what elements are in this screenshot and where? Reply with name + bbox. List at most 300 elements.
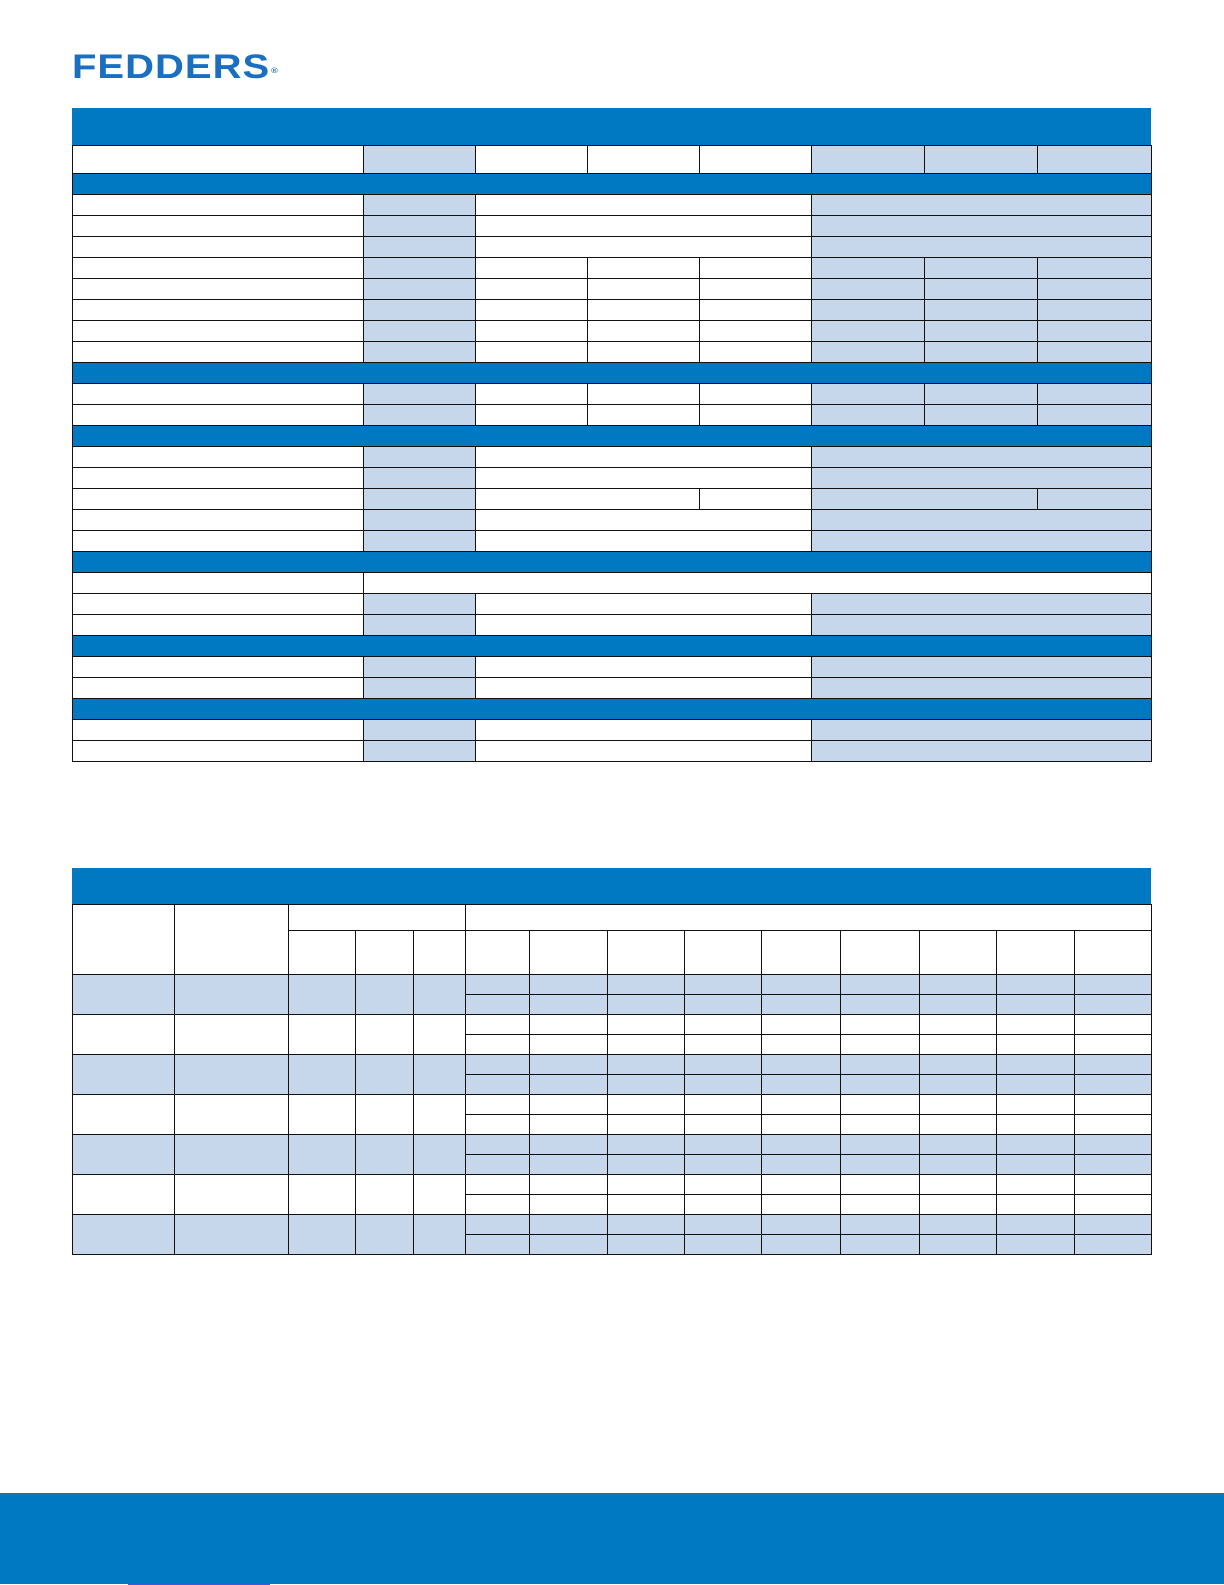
- table-cell: [841, 1155, 920, 1175]
- table-cell: [364, 321, 476, 342]
- table-cell: [920, 1155, 997, 1175]
- table-cell: [925, 321, 1038, 342]
- spec-section-header: [73, 174, 1152, 195]
- table-cell: [414, 1055, 466, 1095]
- table-cell: [997, 1135, 1075, 1155]
- table-cell: [476, 531, 812, 552]
- table-cell: [175, 1175, 289, 1215]
- table-cell: [364, 405, 476, 426]
- table-cell: [530, 1135, 608, 1155]
- table-cell: [1075, 1195, 1152, 1215]
- table-cell: [73, 636, 1152, 657]
- table-cell: [1075, 995, 1152, 1015]
- spec-section-header: [73, 552, 1152, 573]
- table-cell: [73, 279, 364, 300]
- table-cell: [73, 146, 364, 174]
- table-cell: [1038, 405, 1152, 426]
- table-cell: [700, 146, 812, 174]
- table-cell: [700, 384, 812, 405]
- table-cell: [841, 1235, 920, 1255]
- table-cell: [920, 1175, 997, 1195]
- table-cell: [685, 1135, 762, 1155]
- table-cell: [812, 321, 925, 342]
- table-cell: [1075, 1015, 1152, 1035]
- table-cell: [73, 552, 1152, 573]
- table-cell: [685, 1075, 762, 1095]
- table-cell: [73, 174, 1152, 195]
- table-cell: [925, 405, 1038, 426]
- table-cell: [476, 195, 812, 216]
- table-cell: [997, 995, 1075, 1015]
- table-cell: [356, 1215, 414, 1255]
- table-cell: [608, 975, 685, 995]
- table-cell: [73, 195, 364, 216]
- table-cell: [73, 468, 364, 489]
- table-cell: [356, 1095, 414, 1135]
- table-cell: [685, 1235, 762, 1255]
- table-cell: [530, 1235, 608, 1255]
- table-cell: [476, 510, 812, 531]
- spec-row: [73, 321, 1152, 342]
- table-cell: [700, 405, 812, 426]
- table-cell: [685, 1195, 762, 1215]
- spec-row: [73, 237, 1152, 258]
- table-cell: [476, 594, 812, 615]
- table-cell: [920, 1055, 997, 1075]
- table-cell: [364, 342, 476, 363]
- table-cell: [1075, 931, 1152, 975]
- table-cell: [175, 1215, 289, 1255]
- table-cell: [73, 258, 364, 279]
- table-cell: [841, 1055, 920, 1075]
- table-cell: [356, 1135, 414, 1175]
- table-cell: [841, 931, 920, 975]
- spec-row: [73, 720, 1152, 741]
- table-cell: [73, 1215, 175, 1255]
- table-cell: [588, 342, 700, 363]
- table-cell: [588, 258, 700, 279]
- table-cell: [841, 975, 920, 995]
- table-cell: [588, 405, 700, 426]
- table-cell: [466, 995, 530, 1015]
- table-cell: [700, 321, 812, 342]
- table-cell: [608, 931, 685, 975]
- spec-row: [73, 258, 1152, 279]
- table-cell: [925, 279, 1038, 300]
- table-cell: [364, 657, 476, 678]
- table-cell: [762, 1155, 841, 1175]
- table-cell: [414, 931, 466, 975]
- table-cell: [73, 905, 175, 975]
- table-cell: [762, 1215, 841, 1235]
- table-cell: [73, 321, 364, 342]
- spec-row: [73, 216, 1152, 237]
- table-cell: [762, 1055, 841, 1075]
- table-cell: [685, 1215, 762, 1235]
- table-cell: [997, 1215, 1075, 1235]
- table-cell: [73, 384, 364, 405]
- table-cell: [1075, 1235, 1152, 1255]
- table-cell: [364, 489, 476, 510]
- table-cell: [476, 468, 812, 489]
- spec-row: [73, 342, 1152, 363]
- table-cell: [364, 678, 476, 699]
- table-cell: [762, 975, 841, 995]
- table-cell: [762, 1015, 841, 1035]
- table-cell: [289, 975, 356, 1015]
- table-cell: [476, 216, 812, 237]
- table-cell: [476, 342, 588, 363]
- table-cell: [289, 1215, 356, 1255]
- spec-row: [73, 573, 1152, 594]
- table-cell: [175, 1015, 289, 1055]
- table-cell: [73, 447, 364, 468]
- table-cell: [997, 1115, 1075, 1135]
- table-cell: [925, 300, 1038, 321]
- table-cell: [812, 237, 1152, 258]
- table-cell: [1038, 300, 1152, 321]
- table-cell: [175, 975, 289, 1015]
- table-cell: [1038, 321, 1152, 342]
- table-cell: [175, 1055, 289, 1095]
- table-cell: [997, 1055, 1075, 1075]
- table-cell: [812, 531, 1152, 552]
- table-cell: [762, 931, 841, 975]
- spec-row: [73, 300, 1152, 321]
- spec-row: [73, 741, 1152, 762]
- table-cell: [364, 146, 476, 174]
- table-cell: [530, 975, 608, 995]
- table-cell: [73, 1055, 175, 1095]
- table-cell: [530, 1055, 608, 1075]
- table-cell: [608, 1035, 685, 1055]
- table-cell: [73, 216, 364, 237]
- table-cell: [1038, 146, 1152, 174]
- table-cell: [997, 1195, 1075, 1215]
- table-cell: [73, 363, 1152, 384]
- table-cell: [414, 1015, 466, 1055]
- table-cell: [812, 216, 1152, 237]
- table-cell: [73, 510, 364, 531]
- table-cell: [414, 975, 466, 1015]
- table-cell: [812, 594, 1152, 615]
- table-cell: [920, 1075, 997, 1095]
- table-cell: [608, 1195, 685, 1215]
- table-cell: [476, 258, 588, 279]
- fedders-logo: FEDDERS®: [72, 48, 279, 86]
- table-cell: [414, 1215, 466, 1255]
- table-cell: [762, 1075, 841, 1095]
- table-cell: [925, 258, 1038, 279]
- table-cell: [920, 975, 997, 995]
- table-cell: [466, 1195, 530, 1215]
- spec-row: [73, 489, 1152, 510]
- table-cell: [73, 342, 364, 363]
- spec-row: [73, 468, 1152, 489]
- table-cell: [364, 573, 1152, 594]
- table-cell: [73, 720, 364, 741]
- spec-row: [73, 594, 1152, 615]
- table-cell: [812, 279, 925, 300]
- table-cell: [812, 258, 925, 279]
- table-cell: [762, 1135, 841, 1155]
- table-cell: [364, 447, 476, 468]
- table-cell: [414, 1095, 466, 1135]
- table-cell: [364, 216, 476, 237]
- table-cell: [1075, 1175, 1152, 1195]
- table-cell: [920, 1195, 997, 1215]
- table-cell: [73, 615, 364, 636]
- table-cell: [73, 489, 364, 510]
- table-cell: [73, 594, 364, 615]
- table-cell: [1075, 975, 1152, 995]
- table-cell: [364, 237, 476, 258]
- table-cell: [466, 1175, 530, 1195]
- table-cell: [925, 342, 1038, 363]
- table-cell: [530, 1175, 608, 1195]
- spec-row: [73, 279, 1152, 300]
- table-cell: [685, 1015, 762, 1035]
- table-cell: [762, 1235, 841, 1255]
- table-cell: [356, 1055, 414, 1095]
- table-cell: [700, 489, 812, 510]
- table-cell: [530, 1015, 608, 1035]
- table-cell: [997, 1155, 1075, 1175]
- table-cell: [997, 1015, 1075, 1035]
- table-cell: [476, 741, 812, 762]
- table-cell: [588, 384, 700, 405]
- table-cell: [997, 975, 1075, 995]
- performance-group-header-row: [73, 905, 1152, 931]
- performance-row: [73, 1175, 1152, 1195]
- table-cell: [364, 594, 476, 615]
- footer-link[interactable]: [128, 1570, 270, 1585]
- table-cell: [588, 146, 700, 174]
- table-cell: [841, 1115, 920, 1135]
- table-cell: [73, 657, 364, 678]
- table-cell: [685, 1035, 762, 1055]
- table-cell: [466, 931, 530, 975]
- table-cell: [700, 279, 812, 300]
- spec-section-header: [73, 363, 1152, 384]
- table-cell: [289, 1015, 356, 1055]
- table-cell: [608, 1095, 685, 1115]
- table-cell: [73, 1135, 175, 1175]
- table-cell: [812, 384, 925, 405]
- table-cell: [812, 657, 1152, 678]
- table-cell: [762, 1035, 841, 1055]
- table-cell: [812, 468, 1152, 489]
- table-cell: [685, 975, 762, 995]
- table-cell: [812, 489, 1038, 510]
- table-cell: [588, 279, 700, 300]
- table-cell: [289, 905, 466, 931]
- performance-table: [72, 904, 1152, 1255]
- table-cell: [73, 699, 1152, 720]
- table-cell: [1038, 384, 1152, 405]
- table-cell: [356, 1015, 414, 1055]
- spec-row: [73, 657, 1152, 678]
- table-cell: [997, 1235, 1075, 1255]
- table-cell: [476, 321, 588, 342]
- table-cell: [920, 1235, 997, 1255]
- table-cell: [466, 975, 530, 995]
- table-cell: [476, 447, 812, 468]
- table-cell: [530, 995, 608, 1015]
- table-cell: [841, 1095, 920, 1115]
- table-cell: [73, 237, 364, 258]
- table-cell: [73, 426, 1152, 447]
- table-cell: [476, 720, 812, 741]
- table-cell: [685, 931, 762, 975]
- spec-row: [73, 447, 1152, 468]
- table-cell: [920, 1035, 997, 1055]
- performance-row: [73, 975, 1152, 995]
- table-cell: [1075, 1115, 1152, 1135]
- table-cell: [997, 931, 1075, 975]
- table-cell: [608, 1055, 685, 1075]
- table-cell: [608, 1215, 685, 1235]
- table-cell: [466, 1215, 530, 1235]
- table-cell: [175, 905, 289, 975]
- performance-row: [73, 1095, 1152, 1115]
- table-cell: [812, 447, 1152, 468]
- table-cell: [364, 384, 476, 405]
- table-cell: [476, 657, 812, 678]
- spec-row: [73, 678, 1152, 699]
- table-cell: [73, 678, 364, 699]
- performance-row: [73, 1015, 1152, 1035]
- table-cell: [700, 300, 812, 321]
- spec-section-header: [73, 636, 1152, 657]
- table-cell: [812, 678, 1152, 699]
- table-cell: [73, 300, 364, 321]
- table-cell: [841, 1215, 920, 1235]
- table-cell: [466, 1235, 530, 1255]
- performance-row: [73, 1135, 1152, 1155]
- table-cell: [476, 678, 812, 699]
- table-cell: [1075, 1075, 1152, 1095]
- table-cell: [925, 146, 1038, 174]
- table-cell: [812, 510, 1152, 531]
- table-cell: [841, 1175, 920, 1195]
- table-cell: [700, 258, 812, 279]
- table-cell: [812, 342, 925, 363]
- spec-row: [73, 531, 1152, 552]
- table-cell: [466, 1135, 530, 1155]
- table-cell: [364, 720, 476, 741]
- performance-table-title-bar: [72, 868, 1151, 904]
- table-cell: [73, 1175, 175, 1215]
- table-cell: [476, 146, 588, 174]
- table-cell: [1075, 1055, 1152, 1075]
- table-cell: [812, 741, 1152, 762]
- table-cell: [841, 1015, 920, 1035]
- table-cell: [530, 1035, 608, 1055]
- table-cell: [364, 468, 476, 489]
- table-cell: [364, 300, 476, 321]
- table-cell: [73, 531, 364, 552]
- performance-row: [73, 1055, 1152, 1075]
- table-cell: [289, 1175, 356, 1215]
- table-cell: [1038, 279, 1152, 300]
- table-cell: [73, 573, 364, 594]
- table-cell: [685, 1155, 762, 1175]
- table-cell: [588, 300, 700, 321]
- table-cell: [920, 1215, 997, 1235]
- table-cell: [1038, 258, 1152, 279]
- table-cell: [289, 931, 356, 975]
- table-cell: [364, 195, 476, 216]
- table-cell: [356, 1175, 414, 1215]
- table-cell: [1075, 1035, 1152, 1055]
- table-cell: [289, 1055, 356, 1095]
- table-cell: [73, 405, 364, 426]
- table-cell: [466, 905, 1152, 931]
- table-cell: [73, 975, 175, 1015]
- table-cell: [608, 1175, 685, 1195]
- spec-row: [73, 615, 1152, 636]
- table-cell: [466, 1075, 530, 1095]
- table-cell: [466, 1095, 530, 1115]
- table-cell: [762, 1195, 841, 1215]
- table-cell: [841, 995, 920, 1015]
- spec-row: [73, 195, 1152, 216]
- table-cell: [762, 1095, 841, 1115]
- table-cell: [608, 995, 685, 1015]
- table-cell: [364, 279, 476, 300]
- table-cell: [1075, 1215, 1152, 1235]
- table-cell: [920, 931, 997, 975]
- table-cell: [530, 1215, 608, 1235]
- table-cell: [700, 342, 812, 363]
- table-cell: [920, 1135, 997, 1155]
- table-cell: [841, 1135, 920, 1155]
- spec-section-header: [73, 426, 1152, 447]
- table-cell: [364, 258, 476, 279]
- table-cell: [762, 1175, 841, 1195]
- table-cell: [175, 1135, 289, 1175]
- spec-row: [73, 384, 1152, 405]
- table-cell: [414, 1135, 466, 1175]
- table-cell: [812, 720, 1152, 741]
- table-cell: [476, 300, 588, 321]
- table-cell: [364, 531, 476, 552]
- table-cell: [997, 1175, 1075, 1195]
- table-cell: [1075, 1135, 1152, 1155]
- table-cell: [289, 1135, 356, 1175]
- table-cell: [364, 615, 476, 636]
- table-cell: [812, 195, 1152, 216]
- table-cell: [685, 1175, 762, 1195]
- table-cell: [812, 146, 925, 174]
- table-cell: [466, 1035, 530, 1055]
- table-cell: [476, 237, 812, 258]
- table-cell: [466, 1055, 530, 1075]
- table-cell: [73, 1095, 175, 1135]
- table-cell: [466, 1015, 530, 1035]
- table-cell: [1038, 489, 1152, 510]
- spec-header-row: [73, 146, 1152, 174]
- table-cell: [608, 1015, 685, 1035]
- table-cell: [841, 1035, 920, 1055]
- table-cell: [812, 405, 925, 426]
- table-cell: [997, 1075, 1075, 1095]
- table-cell: [608, 1075, 685, 1095]
- spec-row: [73, 405, 1152, 426]
- table-cell: [685, 1115, 762, 1135]
- table-cell: [476, 405, 588, 426]
